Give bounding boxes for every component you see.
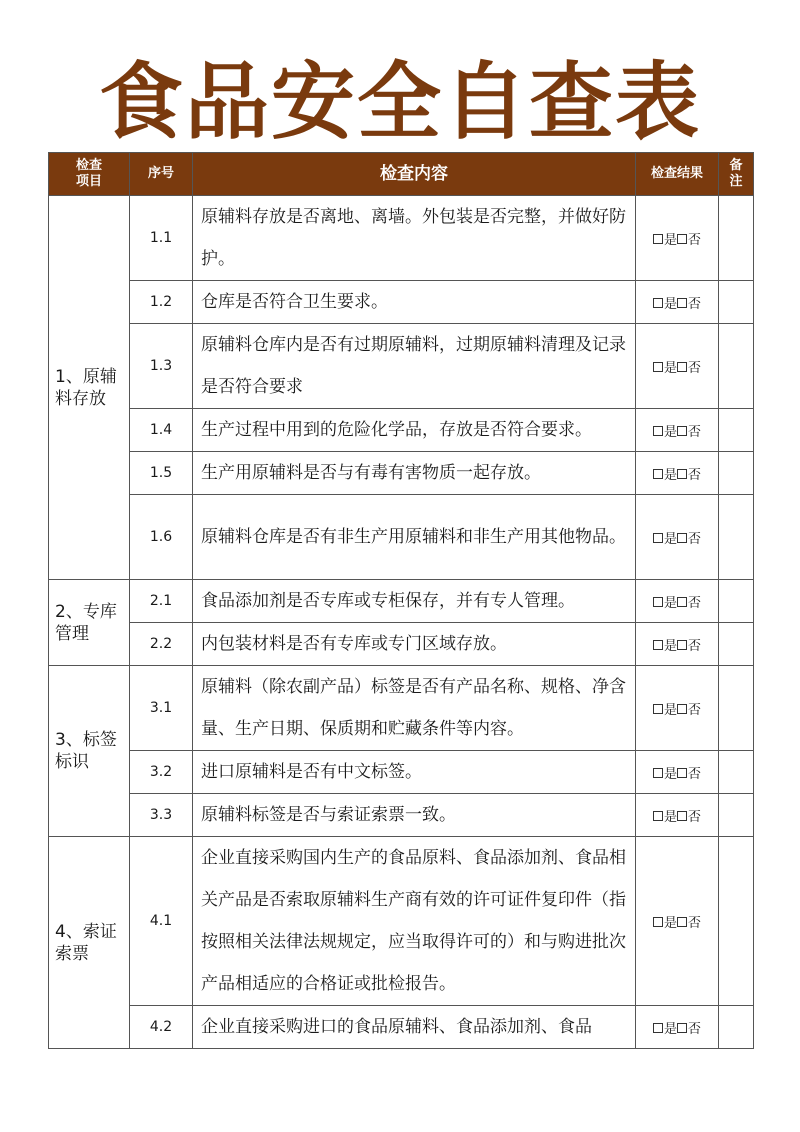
item-content: 原辅料（除农副产品）标签是否有产品名称、规格、净含量、生产日期、保质期和贮藏条件等内容。 [193,666,636,751]
item-number: 3.3 [130,794,193,837]
no-label: 否 [688,595,702,611]
item-number: 1.5 [130,452,193,495]
result-cell [636,666,719,751]
item-content: 内包装材料是否有专库或专门区域存放。 [193,623,636,666]
no-checkbox[interactable] [677,469,687,479]
item-number: 1.3 [130,324,193,409]
no-checkbox[interactable] [677,640,687,650]
no-checkbox[interactable] [677,704,687,714]
no-checkbox[interactable] [677,362,687,372]
no-checkbox[interactable] [677,917,687,927]
item-content: 企业直接采购进口的食品原辅料、食品添加剂、食品 [193,1006,636,1049]
yes-label: 是 [663,296,677,312]
item-number: 1.4 [130,409,193,452]
note-cell[interactable] [719,666,754,751]
result-cell [636,751,719,794]
no-checkbox[interactable] [677,768,687,778]
yes-label: 是 [663,467,677,483]
table-row [49,281,754,324]
category-cell: 1、原辅料存放 [49,196,130,580]
no-label: 否 [688,766,702,782]
category-cell: 4、索证索票 [49,837,130,1049]
item-content: 食品添加剂是否专库或专柜保存，并有专人管理。 [193,580,636,623]
page-title: 食品安全自查表 [98,53,701,151]
table-body [49,196,754,1049]
yes-checkbox[interactable] [653,469,663,479]
note-cell[interactable] [719,196,754,281]
item-content: 进口原辅料是否有中文标签。 [193,751,636,794]
table-row [49,196,754,281]
item-number: 1.2 [130,281,193,324]
no-label: 否 [688,296,702,312]
item-number: 3.2 [130,751,193,794]
item-content: 生产用原辅料是否与有毒有害物质一起存放。 [193,452,636,495]
item-content: 原辅料仓库内是否有过期原辅料，过期原辅料清理及记录是否符合要求 [193,324,636,409]
yes-checkbox[interactable] [653,597,663,607]
table-row [49,623,754,666]
no-label: 否 [688,424,702,440]
inspection-table [48,152,754,1049]
category-cell: 2、专库管理 [49,580,130,666]
yes-label: 是 [663,766,677,782]
no-checkbox[interactable] [677,811,687,821]
no-checkbox[interactable] [677,298,687,308]
no-checkbox[interactable] [677,1023,687,1033]
item-content: 原辅料标签是否与索证索票一致。 [193,794,636,837]
no-label: 否 [688,360,702,376]
result-cell [636,452,719,495]
note-cell[interactable] [719,495,754,580]
no-label: 否 [688,232,702,248]
table-row [49,751,754,794]
table-row [49,666,754,751]
note-cell[interactable] [719,324,754,409]
item-content: 原辅料存放是否离地、离墙。外包装是否完整，并做好防护。 [193,196,636,281]
note-cell[interactable] [719,623,754,666]
yes-checkbox[interactable] [653,768,663,778]
header-number: 序号 [130,153,193,196]
result-cell [636,324,719,409]
result-cell [636,580,719,623]
no-label: 否 [688,1021,702,1037]
item-number: 4.2 [130,1006,193,1049]
note-cell[interactable] [719,580,754,623]
no-checkbox[interactable] [677,426,687,436]
table-row [49,1006,754,1049]
note-cell[interactable] [719,452,754,495]
header-item: 检查项目 [49,153,130,196]
category-cell: 3、标签标识 [49,666,130,837]
item-number: 1.6 [130,495,193,580]
note-cell[interactable] [719,751,754,794]
result-cell [636,1006,719,1049]
yes-checkbox[interactable] [653,426,663,436]
result-cell [636,794,719,837]
yes-label: 是 [663,1021,677,1037]
note-cell[interactable] [719,1006,754,1049]
item-number: 2.1 [130,580,193,623]
item-content: 生产过程中用到的危险化学品，存放是否符合要求。 [193,409,636,452]
no-label: 否 [688,809,702,825]
table-row [49,495,754,580]
note-cell[interactable] [719,794,754,837]
header-content: 检查内容 [193,153,636,196]
item-number: 1.1 [130,196,193,281]
result-cell [636,495,719,580]
item-content: 企业直接采购国内生产的食品原料、食品添加剂、食品相关产品是否索取原辅料生产商有效的许可证件复印件（指按照相关法律法规规定，应当取得许可的）和与购进批次产品相适应的合格证或批检报告。 [193,837,636,1006]
yes-checkbox[interactable] [653,362,663,372]
yes-label: 是 [663,595,677,611]
item-number: 3.1 [130,666,193,751]
no-label: 否 [688,915,702,931]
note-cell[interactable] [719,409,754,452]
yes-checkbox[interactable] [653,704,663,714]
yes-label: 是 [663,638,677,654]
result-cell [636,623,719,666]
yes-label: 是 [663,809,677,825]
yes-label: 是 [663,702,677,718]
yes-checkbox[interactable] [653,640,663,650]
result-cell [636,196,719,281]
yes-label: 是 [663,531,677,547]
item-number: 4.1 [130,837,193,1006]
yes-checkbox[interactable] [653,298,663,308]
yes-checkbox[interactable] [653,533,663,543]
yes-checkbox[interactable] [653,1023,663,1033]
note-cell[interactable] [719,837,754,1006]
header-result: 检查结果 [636,153,719,196]
yes-label: 是 [663,232,677,248]
yes-checkbox[interactable] [653,234,663,244]
table-header-row [49,153,754,196]
no-label: 否 [688,467,702,483]
header-note: 备注 [719,153,754,196]
table-row [49,409,754,452]
table-row [49,452,754,495]
yes-label: 是 [663,424,677,440]
yes-label: 是 [663,360,677,376]
no-label: 否 [688,702,702,718]
table-row [49,324,754,409]
yes-checkbox[interactable] [653,811,663,821]
yes-label: 是 [663,915,677,931]
no-checkbox[interactable] [677,597,687,607]
item-content: 原辅料仓库是否有非生产用原辅料和非生产用其他物品。 [193,495,636,580]
yes-checkbox[interactable] [653,917,663,927]
result-cell [636,837,719,1006]
table-row [49,837,754,1006]
item-content: 仓库是否符合卫生要求。 [193,281,636,324]
note-cell[interactable] [719,281,754,324]
table-row [49,580,754,623]
result-cell [636,281,719,324]
table-row [49,794,754,837]
no-label: 否 [688,638,702,654]
no-label: 否 [688,531,702,547]
no-checkbox[interactable] [677,234,687,244]
item-number: 2.2 [130,623,193,666]
result-cell [636,409,719,452]
no-checkbox[interactable] [677,533,687,543]
